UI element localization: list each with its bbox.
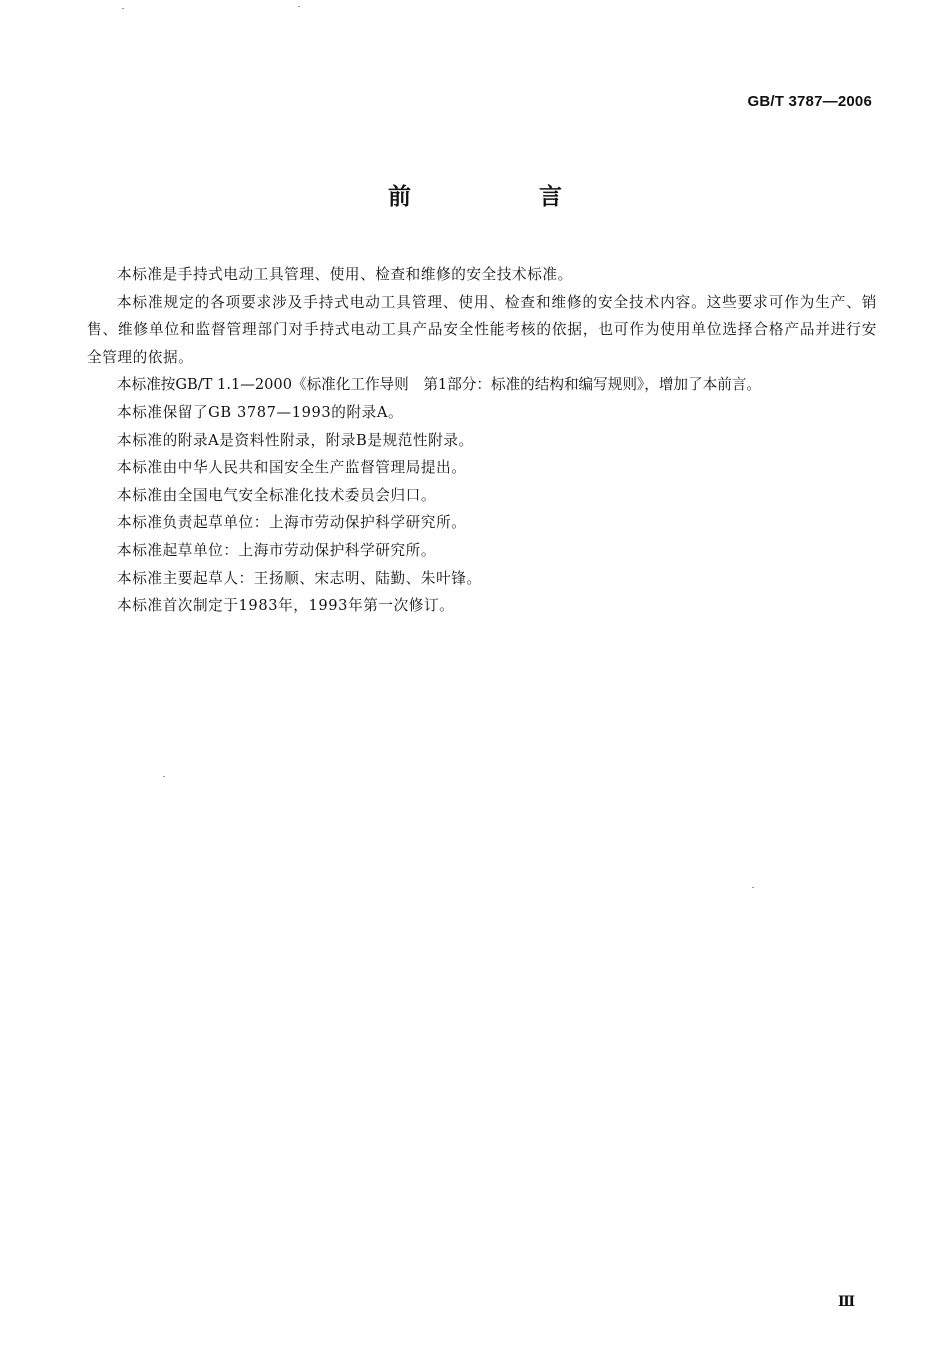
paragraph-proposed-by: 本标准由中华人民共和国安全生产监督管理局提出。 (117, 459, 467, 477)
paragraph-annex-retained: 本标准保留了GB 3787—1993的附录A。 (117, 403, 404, 421)
paragraph-drafting-rules: 本标准按GB/T 1.1—2000《标准化工作导则 第1部分：标准的结构和编写规则》，增加了本前言。 (117, 376, 761, 394)
standard-code: GB/T 3787—2006 (747, 93, 872, 110)
scan-speck (122, 8, 124, 9)
page-number: Ⅲ (837, 1294, 855, 1310)
paragraph-main-drafters: 本标准主要起草人：王扬顺、宋志明、陆勤、朱叶锋。 (117, 569, 482, 587)
page-title: 前 言 (387, 184, 622, 210)
preface-body (87, 261, 877, 620)
paragraph-history: 本标准首次制定于1983年，1993年第一次修订。 (117, 597, 455, 615)
paragraph-requirements: 本标准规定的各项要求涉及手持式电动工具管理、使用、检查和维修的安全技术内容。这些要求可作为生产、销售、维修单位和监督管理部门对手持式电动工具产品安全性能考核的依据，也可作为使用单位选择合格产品并进行安全管理的依据。 (87, 293, 877, 366)
paragraph-scope: 本标准是手持式电动工具管理、使用、检查和维修的安全技术标准。 (117, 266, 573, 283)
scan-speck (752, 887, 754, 888)
paragraph-centralized-by: 本标准由全国电气安全标准化技术委员会归口。 (117, 486, 437, 504)
scan-speck (298, 6, 300, 7)
paragraph-drafting-unit: 本标准起草单位：上海市劳动保护科学研究所。 (117, 541, 437, 559)
scan-speck (163, 776, 165, 777)
paragraph-responsible-drafter: 本标准负责起草单位：上海市劳动保护科学研究所。 (117, 514, 467, 532)
paragraph-annex-types: 本标准的附录A是资料性附录，附录B是规范性附录。 (117, 431, 474, 449)
